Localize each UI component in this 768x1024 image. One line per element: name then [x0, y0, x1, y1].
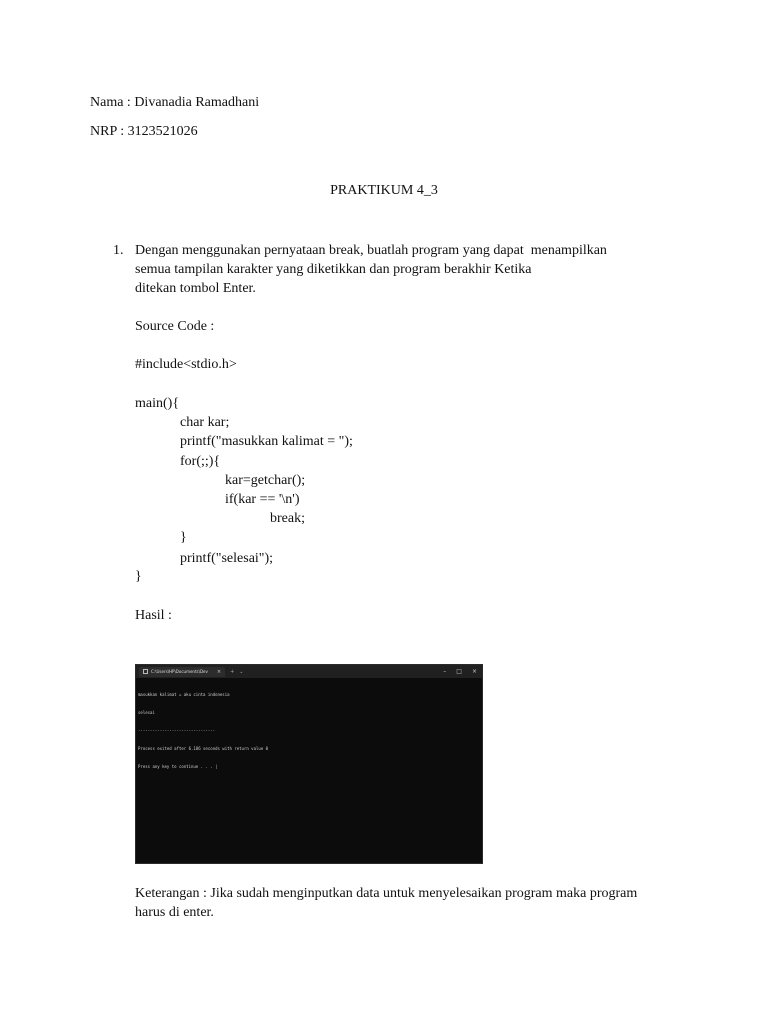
question-line: semua tampilan karakter yang diketikkan dan program berakhir Ketika: [135, 262, 532, 277]
terminal-line: selesai: [138, 710, 155, 715]
terminal-tab: [139, 667, 225, 677]
page-title: PRAKTIKUM 4_3: [330, 183, 438, 198]
terminal-screenshot: [135, 664, 483, 864]
terminal-line: --------------------------------: [138, 728, 216, 733]
source-code-label: Source Code :: [135, 319, 215, 334]
hasil-label: Hasil :: [135, 608, 172, 623]
student-name: Nama : Divanadia Ramadhani: [90, 95, 260, 110]
chevron-down-icon: ⌄: [239, 668, 244, 675]
question-line: Dengan menggunakan pernyataan break, buatlah program yang dapat menampilkan: [135, 243, 607, 258]
terminal-icon: [143, 669, 148, 674]
code-line: if(kar == '\n'): [225, 492, 300, 507]
code-line: }: [135, 569, 142, 584]
minimize-icon: –: [443, 668, 447, 675]
maximize-icon: □: [456, 668, 462, 675]
add-tab-icon: +: [230, 668, 235, 675]
code-line: printf("masukkan kalimat = ");: [180, 434, 353, 449]
close-icon: ×: [471, 668, 477, 675]
code-line: break;: [270, 511, 305, 526]
tab-close-icon: ×: [216, 668, 222, 675]
question-line: ditekan tombol Enter.: [135, 281, 256, 296]
terminal-output: [138, 680, 268, 782]
terminal-tab-title: C:\Users\HP\Documents\Dev: [151, 669, 208, 674]
student-nrp: NRP : 3123521026: [90, 124, 198, 139]
keterangan-line: Keterangan : Jika sudah menginputkan data untuk menyelesaikan program maka program: [135, 886, 638, 901]
code-line: }: [180, 530, 187, 545]
question-number: 1.: [113, 243, 124, 258]
code-line: kar=getchar();: [225, 473, 306, 488]
window-controls: [443, 668, 477, 675]
terminal-line: Process exited after 6.186 seconds with return value 0: [138, 746, 269, 751]
keterangan-line: harus di enter.: [135, 905, 214, 920]
code-line: printf("selesai");: [180, 551, 274, 566]
code-line: main(){: [135, 396, 180, 411]
terminal-line: masukkan kalimat = aku cinta indonesia: [138, 692, 230, 697]
code-line: for(;;){: [180, 454, 221, 469]
terminal-titlebar: [136, 665, 482, 678]
terminal-line: Press any key to continue . . . |: [138, 764, 218, 769]
code-line: char kar;: [180, 415, 230, 430]
code-line: #include<stdio.h>: [135, 357, 237, 372]
